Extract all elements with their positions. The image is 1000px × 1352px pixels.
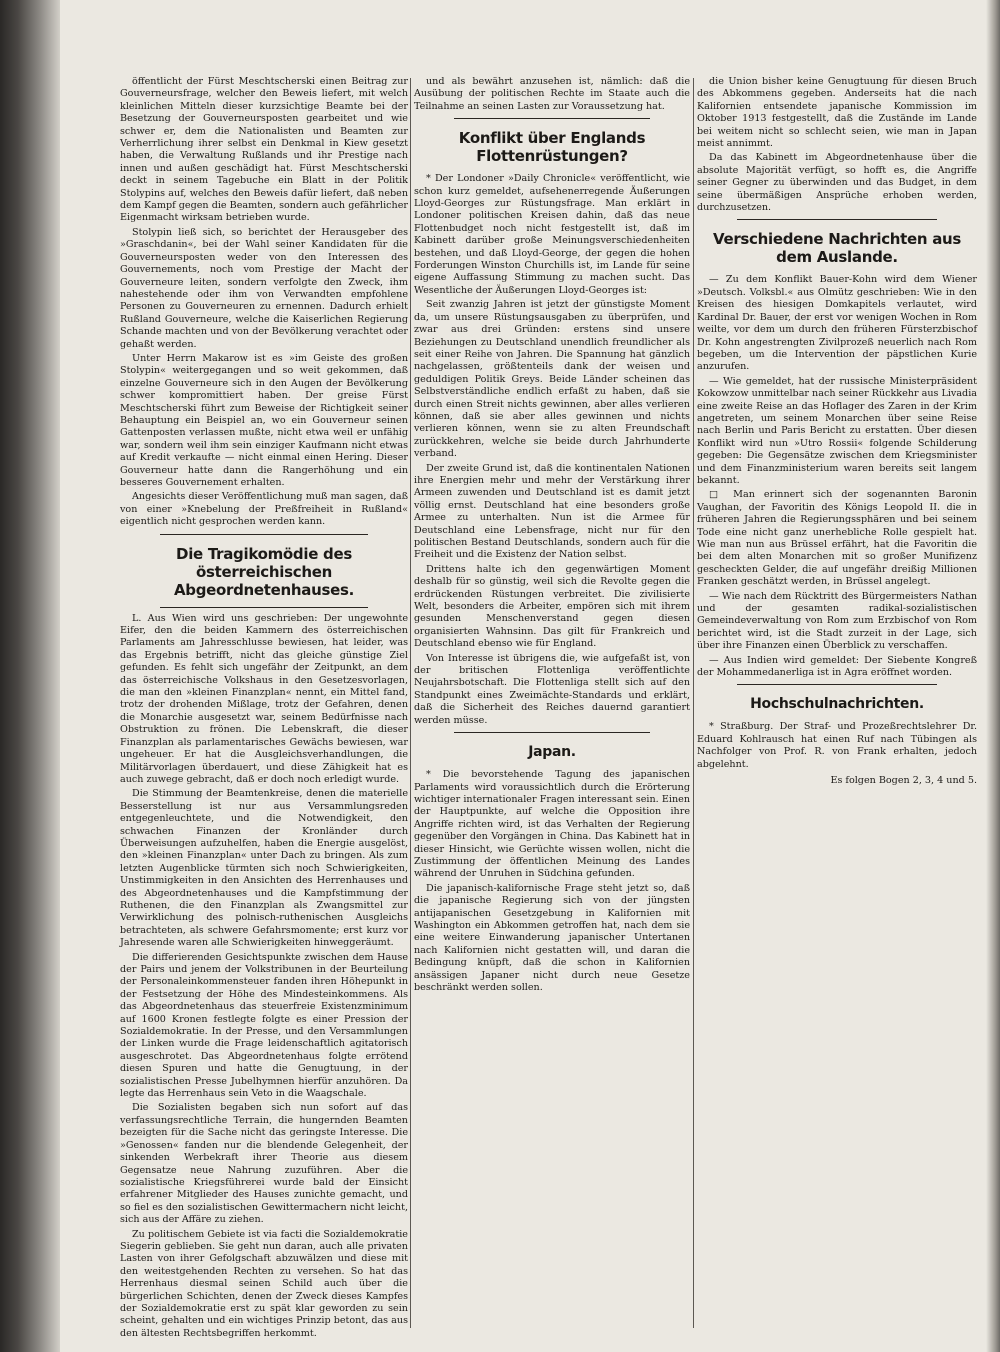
paragraph: Von Interesse ist übrigens die, wie aufgefaßt ist, von der britischen Flottenliga veröffentlichte Neujahrsbotschaft. Die Flottenliga stellt sich auf den Standpunkt eines Zweimächte-Standards und erklärt, daß die Sicherheit des Reiches dauernd garantiert werden müsse. — [414, 652, 690, 726]
paragraph: — Zu dem Konflikt Bauer-Kohn wird dem Wiener »Deutsch. Volksbl.« aus Olmütz geschrieben: Wie in den Kreisen des hiesigen Domkapitels verlautet, wird Kardinal Dr. Bauer, der erst vor wenigen Wochen in Rom weilte, vor dem um durch den früheren Fürsterzbischof Dr. Kohn angestrengten Zivilprozeß neuerlich nach Rom begeben, um die Intervention der päpstlichen Kurie anzurufen. — [697, 274, 977, 373]
paragraph: und als bewährt anzusehen ist, nämlich: daß die Ausübung der politischen Rechte im Staate auch die Teilnahme an seinen Lasten zur Voraussetzung hat. — [414, 76, 690, 112]
article-university-news — [697, 721, 977, 771]
book-binding-shadow — [0, 0, 60, 1352]
column-1 — [120, 76, 408, 1339]
paragraph: öffentlicht der Fürst Meschtscherski einen Beitrag zur Gouverneursfrage, welcher den Beweis liefert, mit welch kleinlichen Mitteln dieser kurzsichtige Beamte bei der Besetzung der Gouverneursposten gearbeitet und wie schwer er, dem die Nationalisten und Beamten zur Verherrlichung ihrer selbst ein Denkmal in Kiew gesetzt haben, die Verwaltung Rußlands und ihr Prestige nach innen und außen geschädigt hat. Fürst Meschtscherski deckt in seinem Tagebuche ein Blatt in der Politik Stolypins auf, welches den Beweis dafür liefert, daß neben dem Kampf gegen die Beamten, sondern auch gefährlicher Eigenmacht wirksam betrieben wurde. — [120, 76, 408, 224]
paragraph: Unter Herrn Makarow ist es »im Geiste des großen Stolypin« weitergegangen und so weit gekommen, daß einzelne Gouverneure sich in den Augen der Bevölkerung schwer kompromittiert haben. Der greise Fürst Meschtscherski führt zum Beweise der Richtigkeit seiner Behauptung ein Beispiel an, wo ein Gouverneur seinen Gattenposten verlassen mußte, nicht etwa weil er unfähig war, sondern weil ihm sein einziger Kaufmann nicht etwas auf Kredit verkaufte — nicht einmal einen Hering. Dieser Gouverneur hatte dann die Rangerhöhung und ein besseres Gouvernement erhalten. — [120, 352, 408, 488]
continuation-note: Es folgen Bogen 2, 3, 4 und 5. — [830, 775, 977, 787]
section-rule — [454, 732, 650, 733]
article-japan — [414, 769, 690, 994]
paragraph: * Straßburg. Der Straf- und Prozeßrechtslehrer Dr. Eduard Kohlrausch hat einen Ruf nach Tübingen als Nachfolger von Prof. R. von Frank erhalten, jedoch abgelehnt. — [697, 721, 977, 770]
article-meschtscherski — [120, 76, 408, 529]
article-foreign-news — [697, 274, 977, 679]
paragraph: Die japanisch-kalifornische Frage steht jetzt so, daß die japanische Regierung sich von der jüngsten antijapanischen Gesetzgebung in Kalifornien mit Washington ein Abkommen getroffen hat, nach dem sie eine weitere Einwanderung japanischer Untertanen nach Kalifornien nicht gestatten will, und daran die Bedingung knüpft, daß die schon in Kalifornien ansässigen Japaner nicht durch neue Gesetze beschränkt werden sollen. — [414, 882, 690, 993]
paragraph: Der zweite Grund ist, daß die kontinentalen Nationen ihre Energien mehr und mehr der Verstärkung ihrer Armeen zuwenden und Deutschland ist es damit jetzt völlig ernst. Deutschland hat eine besonders große Armee zu unterhalten. Nun ist die Armee für Deutschland eine Lebensfrage, nicht nur für den politischen Bestand Deutschlands, sondern auch für die Freiheit und die Existenz der Nation selbst. — [414, 462, 690, 561]
article-austrian-parliament — [120, 613, 408, 1341]
paragraph: Angesichts dieser Veröffentlichung muß man sagen, daß von einer »Knebelung der Preßfreiheit in Rußland« eigentlich nicht gesprochen werden kann. — [120, 491, 408, 528]
column-3 — [697, 76, 977, 1331]
paragraph: Die Stimmung der Beamtenkreise, denen die materielle Besserstellung ist nur aus Versammlungsreden entgegenleuchtete, und die Notwendigkeit, den schwachen Finanzen der Kronländer durch Überweisungen aufzuhelfen, haben die Energie ausgelöst, den »kleinen Finanzplan« unter Dach zu bringen. Als zum letzten Augenblicke türmten sich noch Schwierigkeiten, Unstimmigkeiten in den Ansichten des Herrenhauses und des Abgeordnetenhauses und die Kampfstimmung der Ruthenen, die den Finanzplan als Zwangsmittel zur Verwirklichung des polnisch-ruthenischen Ausgleichs betrachteten, als schwere Gefahrsmomente; erst kurz vor Jahresende waren alle Schwierigkeiten hinweggeräumt. — [120, 788, 408, 949]
paragraph: — Aus Indien wird gemeldet: Der Siebente Kongreß der Mohammedanerliga ist in Agra eröffnet worden. — [697, 654, 977, 679]
paragraph: Da das Kabinett im Abgeordnetenhause über die absolute Majorität verfügt, so hofft es, die Angriffe seiner Gegner zu überwinden und das Budget, in dem seine übermäßigen Ansprüche erhoben werden, durchzusetzen. — [697, 152, 977, 214]
section-rule — [454, 118, 650, 119]
article-heading-austrian-parliament: Die Tragikomödie des österreichischen Abgeordnetenhauses. — [173, 544, 355, 599]
section-rule — [160, 607, 368, 608]
section-rule — [737, 219, 937, 220]
paragraph: — Wie gemeldet, hat der russische Ministerpräsident Kokowzow unmittelbar nach seiner Rückkehr aus Livadia eine zweite Reise an das Hoflager des Zaren in der Krim angetreten, um seinem Monarchen über seine Reise nach Berlin und Paris Bericht zu erstatten. Über diesen Konflikt wird nun »Utro Rossii« folgende Schilderung gegeben: Die Gegensätze zwischen dem Kriegsminister und dem Finanzministerium waren bereits seit langem bekannt. — [697, 375, 977, 486]
column-2 — [414, 76, 690, 1331]
paragraph: Seit zwanzig Jahren ist jetzt der günstigste Moment da, um unsere Rüstungsausgaben zu überprüfen, und zwar aus drei Gründen: erstens sind unsere Beziehungen zu Deutschland unendlich freundlicher als seit einer Reihe von Jahren. Die Spannung hat gänzlich nachgelassen, größtenteils dank der weisen und geduldigen Politik Greys. Beide Länder scheinen das Selbstverständliche endlich erfaßt zu haben, daß sie durch einen Streit nichts gewinnen, aber alles verlieren können, daß sie aber alles gewinnen und nichts verlieren können, wenn sie zu alten Freundschaft zurückkehren, welche sie beide durch Jahrhunderte verband. — [414, 299, 690, 460]
article-england-fleet — [414, 173, 690, 727]
paragraph: * Die bevorstehende Tagung des japanischen Parlaments wird voraussichtlich durch die Erörterung wichtiger internationaler Fragen interessant sein. Einen der Hauptpunkte, auf welche die Opposition ihre Angriffe richten wird, ist das Verhalten der Regierung gegenüber den Vorgängen in China. Das Kabinett hat in dieser Hinsicht, wie Gerüchte wissen wollen, nicht die Zustimmung der öffentlichen Meinung des Landes während der Unruhen in Südchina gefunden. — [414, 769, 690, 880]
column-divider-1 — [410, 78, 411, 1328]
paragraph: Drittens halte ich den gegenwärtigen Moment deshalb für so günstig, weil sich die Revolte gegen die erdrückenden Rüstungen verbreitet. Die zivilisierte Welt, besonders die Arbeiter, empören sich mit ihrem gesunden Menschenverstand gegen diesen organisierten Wahnsinn. Das gilt für Frankreich und Deutschland ebenso wie für England. — [414, 563, 690, 650]
paragraph: Stolypin ließ sich, so berichtet der Herausgeber des »Graschdanin«, bei der Wahl seiner Kandidaten für die Gouverneursposten weder von den Interessen des Gouvernements, noch vom Prestige der Macht der Gouverneure leiten, sondern verfolgte den Zweck, ihm nahestehende oder ihm von Verwandten empfohlene Personen zu Gouverneuren zu ernennen. Dadurch erhielt Rußland Gouverneure, welche die Kaiserlichen Regierung Schande machten und von der Bevölkerung verachtet oder gehaßt werden. — [120, 226, 408, 350]
article-heading-foreign-news: Verschiedene Nachrichten aus dem Auslande. — [712, 230, 962, 267]
paragraph: Die differierenden Gesichtspunkte zwischen dem Hause der Pairs und jenem der Volkstribunen in der Beurteilung der Personaleinkommensteuer fanden ihren Höhepunkt in der Festsetzung der Höhe des Mindesteinkommens. Als das Abgeordnetenhaus das steuerfreie Existenzminimum auf 1600 Kronen festlegte folgte es einer Pression der Sozialdemokratie. In der Presse, und den Versammlungen der Linken wurde die Frage leidenschaftlich agitatorisch ausgeschrotet. Das Abgeordnetenhaus folgte errötend diesen Spuren und hatte die Genugtuung, in der sozialistischen Presse Jubelhymnen hierfür anzuhören. Da legte das Herrenhaus sein Veto in die Waagschale. — [120, 951, 408, 1100]
column-divider-2 — [693, 78, 694, 1328]
paragraph: □ Man erinnert sich der sogenannten Baronin Vaughan, der Favoritin des Königs Leopold II. die in früheren Jahren die Regierungssphären und bei seinem Tode eine nicht ganz unerhebliche Rolle gespielt hat. Wie man nun aus Brüssel erfährt, hat die Favoritin die bei dem alten Monarchen mit so großer Munifizenz gescheckten Gelder, die auf ungefähr dreißig Millionen Franken geschätzt werden, in Brüssel angelegt. — [697, 489, 977, 588]
paragraph: L. Aus Wien wird uns geschrieben: Der ungewohnte Eifer, den die beiden Kammern des österreichischen Parlaments am Jahresschlusse bewiesen, hat leider, was das Ergebnis betrifft, nicht das gleiche günstige Ziel gefunden. Es fehlt sich ungefähr der Zeitpunkt, an dem das österreichische Volkshaus in den Gesetzesvorlagen, die man den »kleinen Finanzplan« nennt, ein Mittel fand, trotz der drohenden Mißlage, trotz der Gefahren, denen die Monarchie ausgesetzt war, seinem Bedürfnisse nach Obstruktion zu frönen. Die Lebenskraft, die dieser Finanzplan als parlamentarisches Gewächs bewiesen, war ungeheuer. Er hat die Ausgleichsverhandlungen, die Militärvorlagen überdauert, und diese Zähigkeit hat es auch zuwege gebracht, daß er doch noch erledigt wurde. — [120, 612, 408, 785]
article-heading-japan: Japan. — [528, 744, 576, 761]
paragraph: Die Sozialisten begaben sich nun sofort auf das verfassungsrechtliche Terrain, die hungernden Beamten bezeigten für die Sache nicht das geringste Interesse. Die »Genossen« fanden nur die blendende Gelegenheit, der sinkenden Werbekraft ihrer Theorie aus diesem Gegensatze neue Nahrung zuzuführen. Aber die sozialistische Kriegsführerei wurde bald der Einsicht erfahrener Mitglieder des Hauses zunichte gemacht, und so fiel es den sozialistischen Gewittermachern nicht leicht, sich aus der Affäre zu ziehen. — [120, 1102, 408, 1226]
section-rule — [160, 534, 368, 535]
paragraph: die Union bisher keine Genugtuung für diesen Bruch des Abkommens gegeben. Anderseits hat die nach Kalifornien entsendete japanische Kommission im Oktober 1913 festgestellt, daß die Zustände im Lande bei weitem nicht so schlecht seien, wie man in Japan meist annimmt. — [697, 76, 977, 150]
section-rule — [737, 684, 937, 685]
article-heading-university-news: Hochschulnachrichten. — [750, 696, 924, 713]
paragraph: — Wie nach dem Rücktritt des Bürgermeisters Nathan und der gesamten radikal-sozialistischen Gemeindeverwaltung von Rom zum Erzbischof von Rom berichtet wird, ist die Stadt zurzeit in der Lage, sich über ihre Finanzen einen Überblick zu verschaffen. — [697, 590, 977, 652]
article-heading-england-fleet: Konflikt über Englands Flottenrüstungen? — [458, 129, 646, 166]
paragraph: * Der Londoner »Daily Chronicle« veröffentlicht, wie schon kurz gemeldet, aufsehenerregende Äußerungen Lloyd-Georges zur Rüstungsfrage. Man erklärt in Londoner politischen Kreisen dahin, daß das neue Flottenbudget noch nicht festgestellt ist, daß im Kabinett darüber große Meinungsverschiedenheiten bestehen, und daß Lloyd-George, der gegen die hohen Forderungen Winston Churchills ist, im Lande für seine eigene Auffassung Stimmung zu machen sucht. Das Wesentliche der Äußerungen Lloyd-Georges ist: — [414, 173, 690, 296]
paragraph: Zu politischem Gebiete ist via facti die Sozialdemokratie Siegerin geblieben. Sie geht nun daran, auch alle privaten Lasten von ihrer Gefolgschaft abzuwälzen und diese mit den weitestgehenden Rechten zu versehen. So hat das Herrenhaus diesmal seinen Schild auch über die bürgerlichen Schichten, denen der Zweck dieses Kampfes der Sozialdemokratie erst zu spät klar geworden zu sein scheint, gehalten und ein wichtiges Prinzip betont, das aus den ältesten Rechtsbegriffen herkommt. — [120, 1228, 408, 1339]
page-edge-shadow — [986, 0, 1000, 1352]
